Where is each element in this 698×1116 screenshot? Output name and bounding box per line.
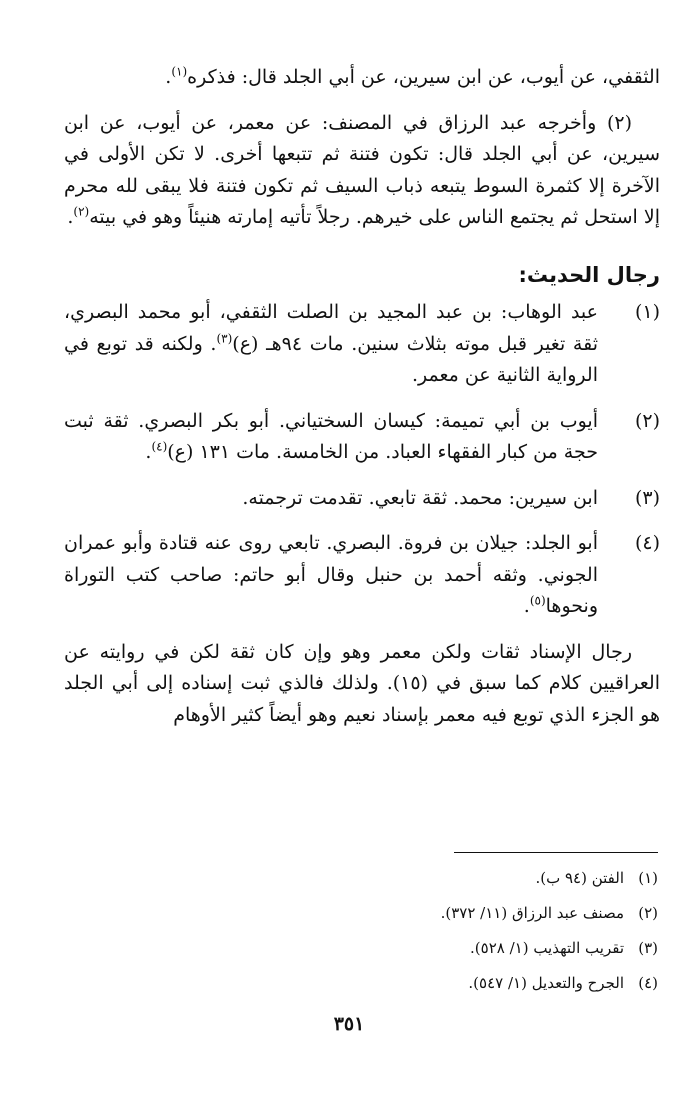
footnote-text: تقريب التهذيب (١/ ٥٢٨). <box>470 939 624 957</box>
footnote-text: الفتن (٩٤ ب). <box>535 869 624 887</box>
item-number: (٢) <box>634 409 660 432</box>
narrator-text-after: . <box>145 441 152 463</box>
narrator-item <box>64 483 660 515</box>
item-number: (١) <box>634 301 660 323</box>
footnote-divider <box>454 852 658 853</box>
page-number: ٣٥١ <box>333 1013 365 1035</box>
item-text <box>64 297 598 392</box>
paragraph-takhrij: (٢) وأخرجه عبد الرزاق في المصنف: عن معمر، عن أيوب، عن ابن سيرين، عن أبي الجلد قال: تكون فتنة ثم تتبعها أخرى. لا تكن الأولى في الآخرة إلا كثمرة السوط يتبعه ذباب السيف ثم تكون فتنة فلا يبقى لله محرم إلا استحل ثم يجتمع الناس على خيرهم. رجلاً تأتيه إمارته هنيئاً وهو في بيته$^{(٢)}$. <box>64 111 660 228</box>
footnotes <box>64 852 658 1001</box>
narrator-text: أيوب بن أبي تميمة: كيسان السختياني. أبو بكر البصري. ثقة ثبت حجة من كبار الفقهاء العباد. من الخامسة. مات ١٣١ (ع) <box>64 409 598 463</box>
narrator-text: أبو الجلد: جيلان بن فروة. البصري. تابعي روى عنه قتادة وأبو عمران الجوني. وثقه أحمد بن حنبل وقال أبو حاتم: صاحب كتب التوراة ونحوها <box>64 532 598 617</box>
footnote-item <box>64 966 658 1001</box>
footnote-text: الجرح والتعديل (١/ ٥٤٧). <box>468 974 624 992</box>
narrator-text-after: . <box>523 595 530 617</box>
paragraph-text: (٢) وأخرجه عبد الرزاق في المصنف: عن معمر، عن أيوب، عن ابن سيرين، عن أبي الجلد قال: تكون فتنة ثم تتبعها أخرى. لا تكن الأولى في الآخرة إلا كثمرة السوط يتبعه ذباب السيف ثم تكون فتنة فلا يبقى لله محرم إلا استحل ثم يجتمع الناس على خيرهم. رجلاً تأتيه إمارته هنيئاً وهو في بيته <box>64 111 660 228</box>
main-text <box>64 62 660 745</box>
footnote-ref: (١) <box>171 64 188 79</box>
footnote-ref: (٢) <box>73 204 90 219</box>
footnote-item <box>64 896 658 931</box>
paragraph-conclusion: رجال الإسناد ثقات ولكن معمر وهو وإن كان ثقة لكن في روايته عن العراقيين كلام كما سبق في (١٥). ولذلك فالذي ثبت إسناده إلى أبي الجلد هو الجزء الذي توبع فيه معمر بإسناد نعيم وهو أيضاً كثير الأوهام <box>64 640 660 726</box>
narrator-item <box>64 406 660 469</box>
paragraph-text: الثقفي، عن أيوب، عن ابن سيرين، عن أبي الجلد قال: فذكره <box>187 66 660 88</box>
footnote-ref: (٥) <box>529 593 546 608</box>
narrator-item <box>64 297 660 392</box>
section-heading: رجال الحديث: <box>518 262 660 287</box>
footnote-number: (٢) <box>638 904 658 922</box>
narrator-item <box>64 528 660 623</box>
footnote-number: (١) <box>638 869 658 887</box>
footnote-text: مصنف عبد الرزاق (١١/ ٣٧٢). <box>440 904 624 922</box>
item-text <box>64 528 598 623</box>
footnote-ref: (٣) <box>216 331 233 346</box>
item-text <box>64 406 598 469</box>
paragraph-continuation: الثقفي، عن أيوب، عن ابن سيرين، عن أبي الجلد قال: فذكره$^{(١)}$. <box>165 64 660 88</box>
footnote-ref: (٤) <box>151 439 168 454</box>
narrator-text-after: . ولكنه قد توبع في الرواية الثانية عن معمر. <box>64 332 598 386</box>
narrator-text: عبد الوهاب: بن عبد المجيد بن الصلت الثقفي، أبو محمد البصري، ثقة تغير قبل موته بثلاث سنين. مات ٩٤هـ (ع) <box>64 301 598 355</box>
item-number: (٤) <box>634 532 660 554</box>
footnote-number: (٤) <box>638 974 658 992</box>
footnote-item <box>64 931 658 966</box>
footnote-item <box>64 861 658 896</box>
narrator-text: ابن سيرين: محمد. ثقة تابعي. تقدمت ترجمته. <box>242 486 598 509</box>
footnote-number: (٣) <box>638 939 658 957</box>
item-text <box>64 483 598 515</box>
item-number: (٣) <box>634 486 660 509</box>
